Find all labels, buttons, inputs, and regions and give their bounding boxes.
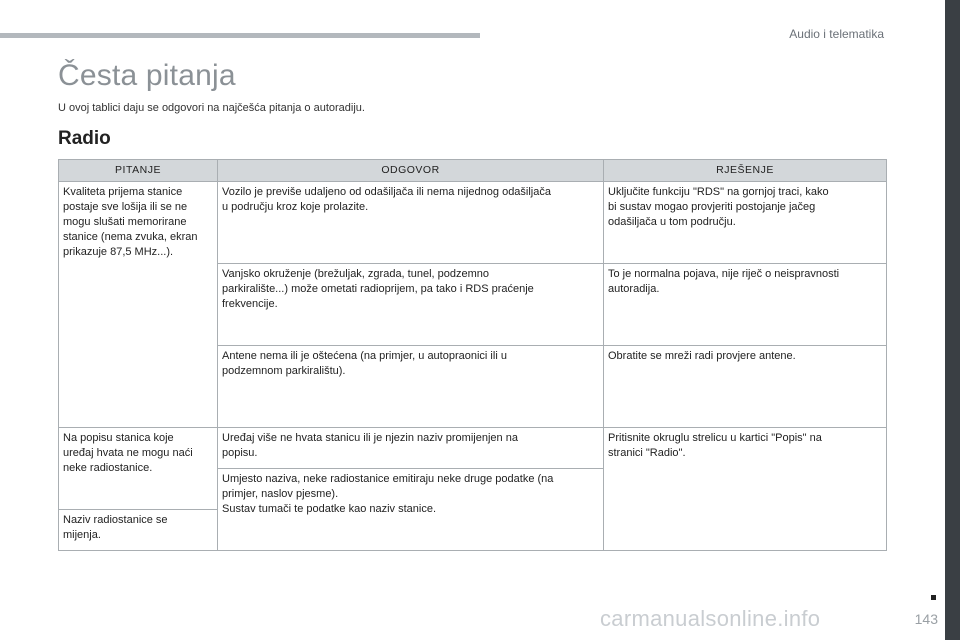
page-marker — [931, 595, 936, 600]
header-answer: ODGOVOR — [218, 160, 604, 182]
answer-cell: Vanjsko okruženje (brežuljak, zgrada, tunel, podzemno parkiralište...) može ometati radioprijem, pa tako i RDS praćenje frekvencije. — [218, 264, 604, 346]
watermark-text: carmanualsonline.info — [600, 606, 821, 631]
answer-cell — [218, 469, 604, 551]
answer-line: Sustav tumači te podatke kao naziv stanice. — [222, 503, 437, 515]
solution-cell: Obratite se mreži radi provjere antene. — [604, 346, 887, 428]
answer-line: Umjesto naziva, neke radiostanice emitiraju neke druge podatke (na primjer, naslov pjesme). — [222, 473, 554, 500]
answer-cell: Uređaj više ne hvata stanicu ili je njezin naziv promijenjen na popisu. — [218, 428, 604, 469]
header-rule — [0, 33, 480, 38]
solution-cell: Uključite funkciju "RDS" na gornjoj traci, kako bi sustav mogao provjeriti postojanje jačeg odašiljača u tom području. — [604, 182, 887, 264]
header-solution: RJEŠENJE — [604, 160, 887, 182]
solution-cell: To je normalna pojava, nije riječ o neispravnosti autoradija. — [604, 264, 887, 346]
page-edge-strip — [945, 0, 960, 640]
question-cell: Naziv radiostanice se mijenja. — [59, 510, 218, 551]
answer-cell: Vozilo je previše udaljeno od odašiljača ili nema nijednog odašiljača u području kroz koje prolazite. — [218, 182, 604, 264]
answer-cell: Antene nema ili je oštećena (na primjer, u autopraonici ili u podzemnom parkiralištu). — [218, 346, 604, 428]
section-header: Audio i telematika — [789, 27, 884, 41]
question-cell: Na popisu stanica koje uređaj hvata ne mogu naći neke radiostanice. — [59, 428, 218, 510]
faq-table — [58, 159, 887, 551]
table-row — [59, 182, 887, 264]
table-row — [59, 428, 887, 469]
header-question: PITANJE — [59, 160, 218, 182]
page-title: Česta pitanja — [58, 59, 236, 92]
question-cell: Kvaliteta prijema stanice postaje sve lošija ili se ne mogu slušati memorirane stanice (nema zvuka, ekran prikazuje 87,5 MHz...). — [59, 182, 218, 428]
solution-cell: Pritisnite okruglu strelicu u kartici "Popis" na stranici "Radio". — [604, 428, 887, 551]
intro-text: U ovoj tablici daju se odgovori na najčešća pitanja o autoradiju. — [58, 102, 365, 114]
section-title: Radio — [58, 128, 111, 149]
page-number: 143 — [914, 611, 938, 627]
table-header-row — [59, 160, 887, 182]
